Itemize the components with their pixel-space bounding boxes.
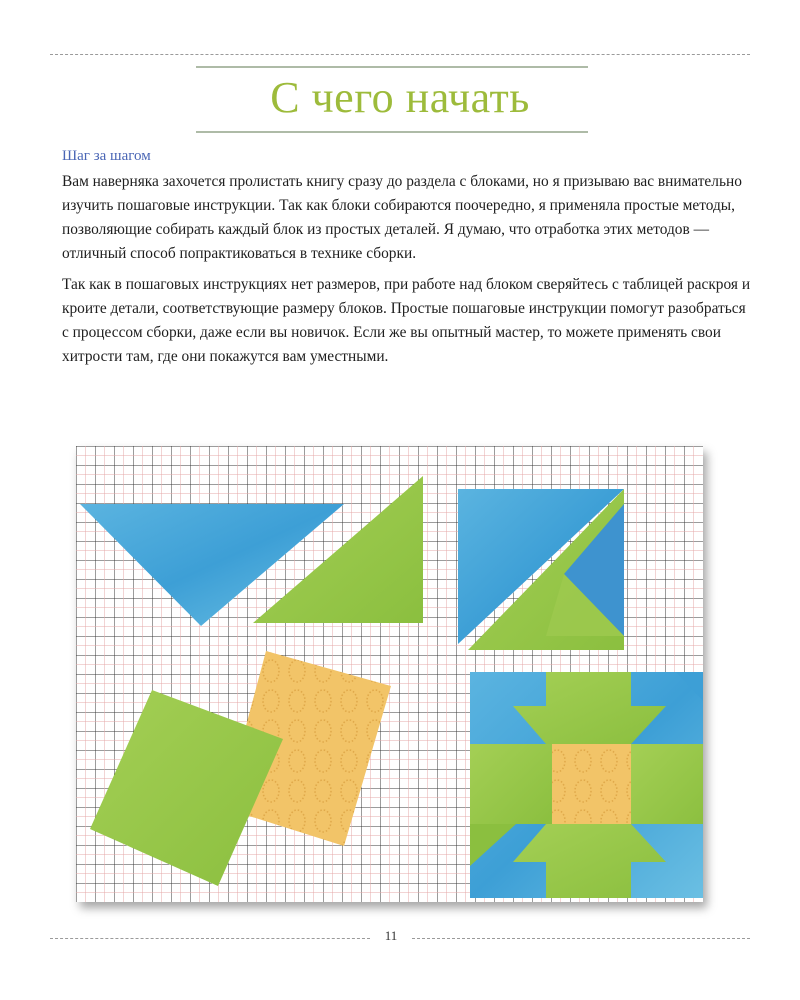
section-subtitle: Шаг за шагом <box>62 148 151 164</box>
quilt-block <box>470 672 703 898</box>
paragraph-intro: Вам наверняка захочется пролистать книгу сразу до раздела с блоками, но я призываю вас внимательно изучить пошаговые инструкции. Так как блоки собираются поочередно, я применяла простые методы, позволяющие собирать каждый блок из простых деталей. Я думаю, что отработка этих методов — отличный способ попрактиковаться в технике сборки. <box>62 173 742 262</box>
page-number: 11 <box>384 928 398 943</box>
quilt-pieces-photo <box>76 446 703 902</box>
page-title: С чего начать <box>270 73 530 122</box>
title-rule-top <box>196 66 588 68</box>
top-dashed-rule <box>50 54 750 55</box>
bottom-dashed-rule-left <box>50 938 370 939</box>
bottom-dashed-rule-right <box>412 938 750 939</box>
title-rule-bottom <box>196 131 588 133</box>
paragraph-instructions: Так как в пошаговых инструкциях нет размеров, при работе над блоком сверяйтесь с таблицей раскроя и кроите детали, соответствующие размеру блоков. Простые пошаговые инструкции помогут разобраться с процессом сборки, даже если вы новичок. Если же вы опытный мастер, то можете применять свои хитрости там, где они покажутся вам уместными. <box>62 276 751 365</box>
